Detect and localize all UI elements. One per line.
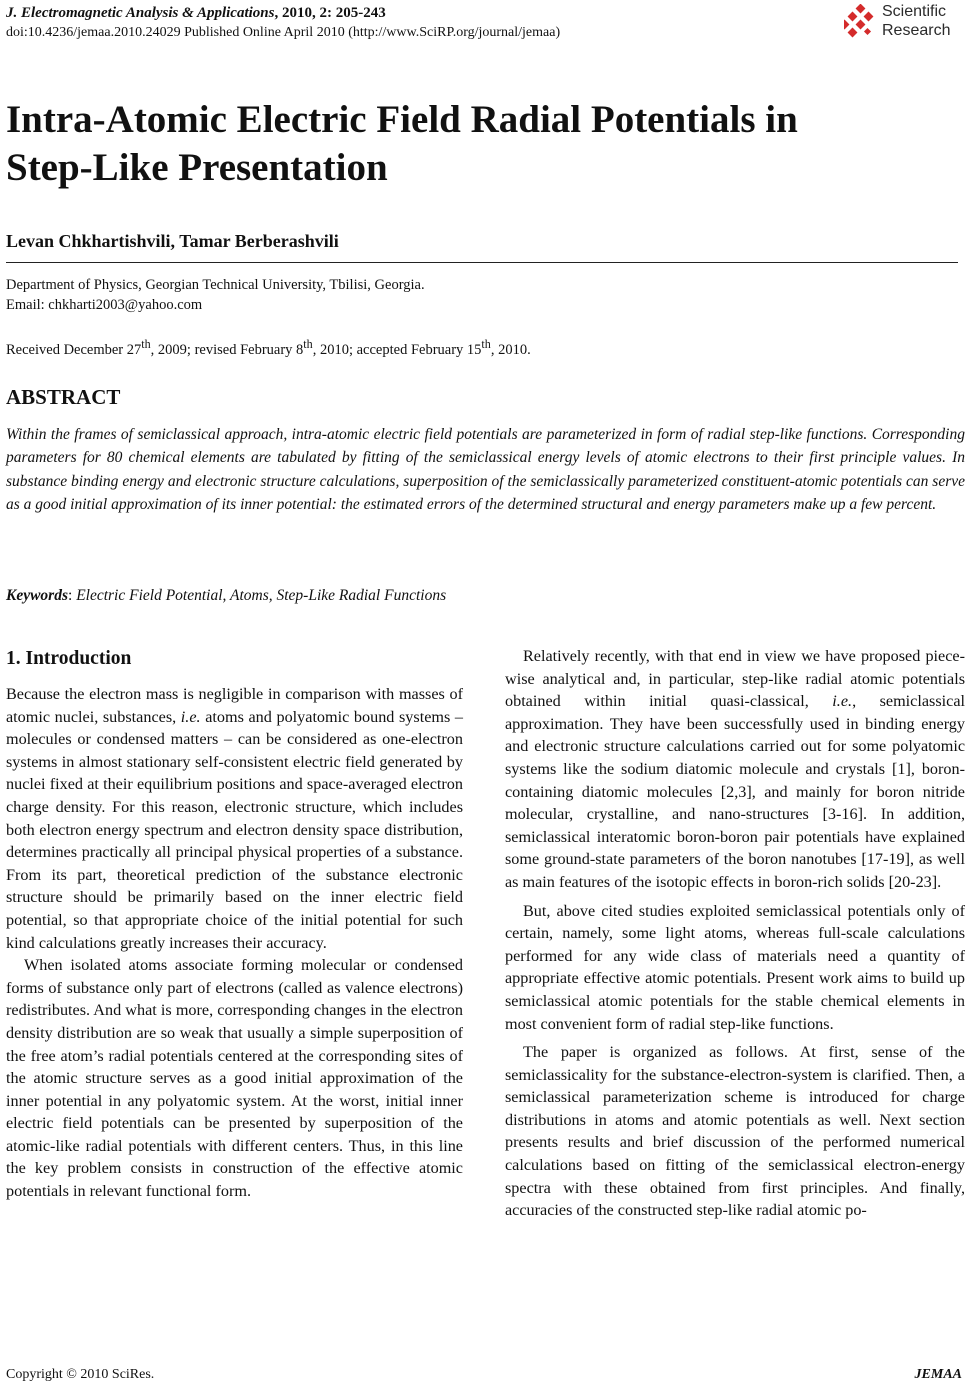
title-line-1: Intra-Atomic Electric Field Radial Potentials in [6,98,798,141]
keywords-text: Electric Field Potential, Atoms, Step-Like Radial Functions [76,587,447,604]
intro-paragraph-4: But, above cited studies exploited semiclassical potentials only of certain, namely, some light atoms, whereas full-scale calculations performed for any wide class of materials need a quantity of appropriate effective atomic potentials. Present work aims to build up semiclassical atomic potentials for the stable chemical elements in most convenient form of radial step-like functions. [505,901,965,1033]
journal-name: J. Electromagnetic Analysis & Applications [6,5,275,21]
revised-text: , 2009; revised February 8 [150,341,304,358]
section-heading-introduction: 1. Introduction [6,648,132,669]
footer-journal-abbrev: JEMAA [914,1367,962,1382]
accepted-year: , 2010. [490,341,531,358]
intro-paragraph-1 [6,683,463,954]
footer-copyright: Copyright © 2010 SciRes. [6,1367,155,1382]
logo-line-research: Research [882,22,951,39]
intro-paragraph-5: The paper is organized as follows. At first, sense of the semiclassicality for the substance-electron-system is clarified. Then, a semiclassical parameterization scheme is introduced for charge distributions in atoms and atomic potentials as well. Next section presents results and brief discussion of the performed numerical calculations based on fitting of the semiclassical electron-energy spectra with these obtained from first principles. And finally, accuracies of the constructed step-like radial atomic po- [505,1043,965,1220]
received-dates [6,337,531,359]
journal-volume: , 2010, 2: 205-243 [274,5,386,21]
paper-title [6,96,956,192]
intro-p3-start: Relatively recently, with that end in view we have proposed piece-wise analytical and, in particular, step-like radial atomic potentials obtained within initial quasi-classical, [505,647,965,711]
intro-p1-ie: i.e. [180,707,201,726]
intro-p1-start: Because the electron mass is negligible in comparison with masses of atomic nuclei, substances, [6,685,463,726]
column-left [6,645,463,1203]
accepted-sup: th [481,337,491,351]
received-sup: th [141,337,151,351]
abstract-heading: ABSTRACT [6,385,121,409]
keywords [6,587,446,605]
affiliation-block [6,275,425,315]
received-text: Received December 27 [6,341,142,358]
logo-line-scientific: Scientific [882,3,947,20]
abstract-text: Within the frames of semiclassical approach, intra-atomic electric field potentials are parameterized in form of radial step-like functions. Corresponding parameters for 80 chemical elements are tabulated by fitting of the semiclassical energy levels of atomic electrons to their first principle values. In substance binding energy and electronic structure calculations, superposition of the semiclassically parameterized constituent-atomic potentials can serve as a good initial approximation of its inner potential: the estimated errors of the determined structural and energy parameters make up a few percent. [6,426,965,514]
intro-p1-rest: atoms and polyatomic bound systems – molecules or condensed matters – can be considered as one-electron systems in almost stationary self-consistent electric field generated by nuclei fixed at their equilibrium positions and space-averaged electron charge density. For this reason, electronic structure, which includes both electron energy spectrum and electron density space distribution, determines practically all principal physical properties of a substance. From its part, theoretical prediction of the substance electronic structure should be primarily based on the inner electric field potential, so that appropriate choice of the initial potential for such kind calculations greatly increases their accuracy. [6,707,463,952]
authors: Levan Chkhartishvili, Tamar Berberashvili [6,231,339,251]
column-right [505,645,965,1222]
journal-header [6,4,560,42]
title-line-2: Step-Like Presentation [6,146,388,189]
doi-line: doi:10.4236/jemaa.2010.24029 Published Online April 2010 (http://www.SciRP.org/journal/jemaa) [6,25,561,40]
keywords-colon: : [68,587,77,604]
intro-paragraph-3 [505,645,965,894]
logo-text [882,2,950,40]
intro-paragraph-2: When isolated atoms associate forming molecular or condensed forms of substance only part of electrons (called as valence electrons) redistributes. And what is more, corresponding changes in the electron density distribution are so weak that usually a simple superposition of the free atom’s radial potentials centered at the corresponding sites of the atomic structure serves as a good initial approximation of the inner potential in any polyatomic system. At the worst, initial inner electric field potentials can be presented by superposition of the atomic-like radial potentials with different centers. Thus, in this line the key problem consists in construction of the effective atomic potentials in relevant functional form. [6,956,463,1201]
intro-p3-rest: , semiclassical approximation. They have been successfully used in binding energy and electronic structure calculations carried out for some polyatomic systems like the sodium diatomic molecule and crystals [1], boron-containing diatomic molecules [2,3], and mainly for boron nitride molecular, crystalline, and nano-structures [3-16]. In addition, semiclassical interatomic boron-boron pair potentials have explained some ground-state parameters of the boron nanotubes [17-19], as well as main features of the isotopic effects in boron-rich solids [20-23]. [505,692,966,891]
email[interactable]: Email: chkharti2003@yahoo.com [6,297,203,313]
title-divider [6,262,958,263]
affiliation: Department of Physics, Georgian Technical University, Tbilisi, Georgia. [6,277,425,293]
revised-sup: th [303,337,313,351]
intro-p3-ie: i.e. [832,692,853,711]
keywords-label: Keywords [6,587,68,604]
journal-citation [6,4,560,23]
logo-mark-icon [844,4,878,38]
accepted-text: , 2010; accepted February 15 [312,341,482,358]
publisher-logo [844,2,964,44]
